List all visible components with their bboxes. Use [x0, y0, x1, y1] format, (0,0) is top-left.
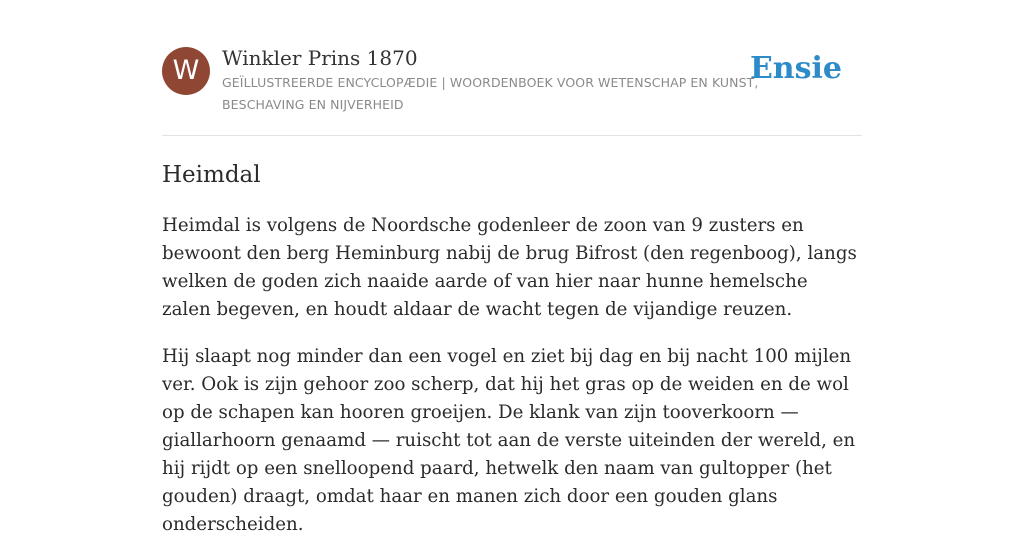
source-avatar[interactable]: W [162, 47, 210, 95]
source-subtitle: GEÏLLUSTREERDE ENCYCLOPÆDIE | WOORDENBOEK VOOR WETENSCHAP EN KUNST, BESCHAVING EN NIJVERHEID [222, 75, 759, 112]
article-paragraph-1: Heimdal is volgens de Noordsche godenleer de zoon van 9 zusters en bewoont den berg Heminburg nabij de brug Bifrost (den regenboog), langs welken de goden zich naaide aarde of van hier naar hunne hemelsche zalen begeven, en houdt aldaar de wacht tegen de vijandige reuzen. [162, 215, 857, 320]
source-title-link[interactable]: Winkler Prins 1870 [222, 46, 418, 70]
article-title: Heimdal [162, 162, 261, 188]
article-body [162, 158, 862, 558]
source-header [162, 46, 862, 116]
article-paragraph-2: Hij slaapt nog minder dan een vogel en ziet bij dag en bij nacht 100 mijlen ver. Ook is zijn gehoor zoo scherp, dat hij het gras op de weiden en de wol op de schapen kan hooren groeijen. De klank van zijn tooverkoorn — giallarhoorn genaamd — ruischt tot aan de verste uiteinden der wereld, en hij rijdt op een snelloopend paard, hetwelk den naam van gultopper (het gouden) draagt, omdat haar en manen zich door een gouden glans onderscheiden. [162, 346, 856, 535]
header-divider [162, 135, 862, 136]
ensie-logo-link[interactable]: Ensie [749, 51, 842, 86]
